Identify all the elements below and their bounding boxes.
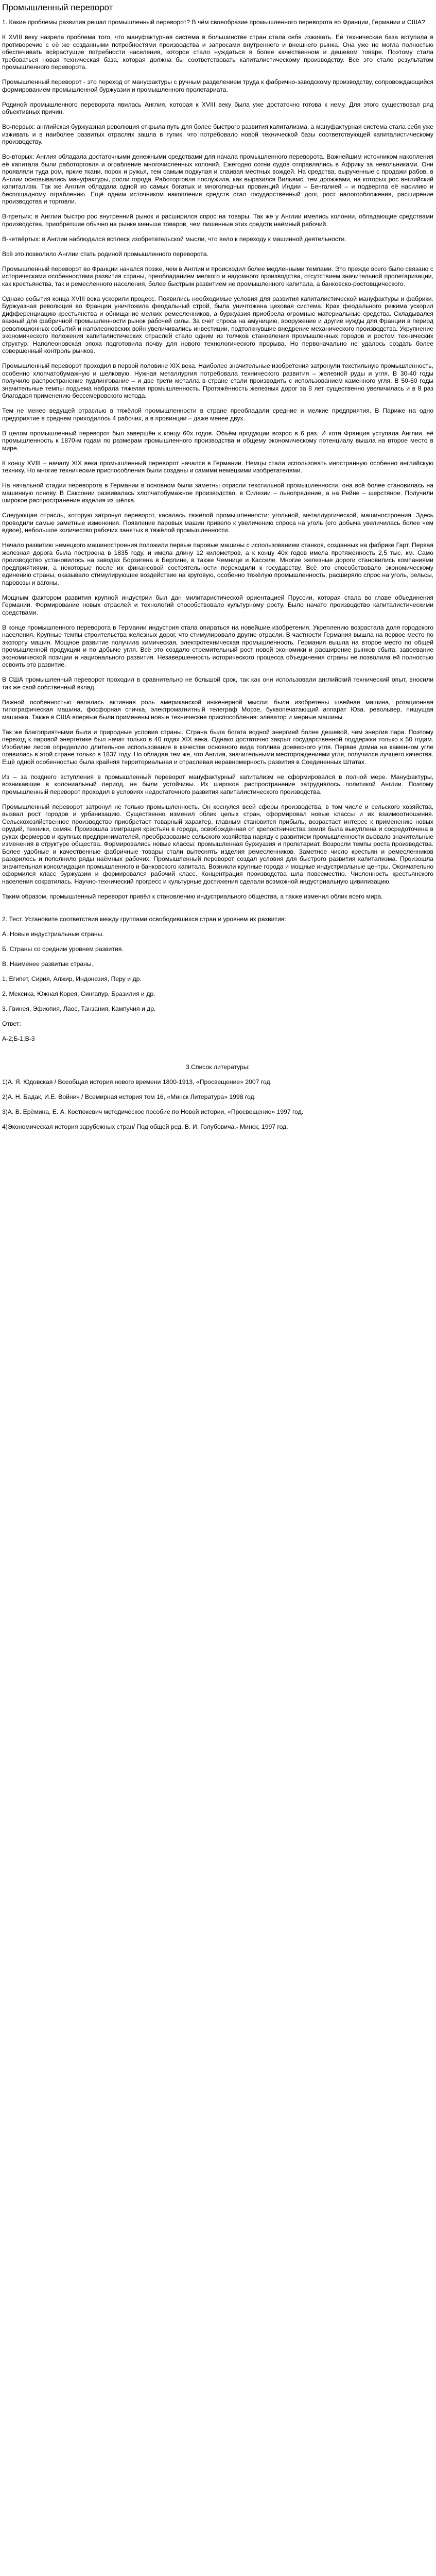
test-task <box>2 916 433 1043</box>
task-option: В. Наименее развитые страны. <box>2 960 94 968</box>
body-paragraph: Так же благоприятными были и природные условия страны. Страна была богата водной энергией более дешевой, чем энергия пара. Поэтому переход к паровой энергетике был начат только в 40 годах XIX века. Однако достаточно закрыт государственной поддержки только к 50 годам. Изобилие лесов определило длительное использование в качестве основного вида топлива древесного угля. Первая домна на каменном угле появилась в этой стране только в 1837 году. Но обладая тем же, что Англия, значительными месторождениями угля, получился лучшего качества. Ещё одной особенностью была крайняя территориальная и отраслевая неравномерность развития в Соединенных Штатах. <box>2 728 433 766</box>
body-paragraph: Тем не менее ведущей отраслью в тяжёлой промышленности в стране преобладали средние и мелкие предприятия. В Париже на одно предприятие в среднем приходилось 4 рабочих, а в провинции – даже менее двух. <box>2 407 433 422</box>
body-paragraph: В-третьих: в Англии быстро рос внутренний рынок и расширился спрос на товары. Так же у Англии имелись колонии, обладающие средствами производства, приобретшие обычно на рынке меньше товаров, чем лишенные этих средств наёмный рабочий. <box>2 213 433 228</box>
body-paragraph: В-четвёртых: в Англии наблюдался всплеск изобретательской мысли, что вело к переходу к машинной деятельности. <box>2 235 346 243</box>
body-paragraph: Начало развитию немецкого машиностроения положили первые паровые машины с использованием станков, созданных на фабрике Гарт. Первая железная дорога была построена в 1835 году, и имела длину 12 километров, а к концу 40х годов имела протяженность 2,5 тыс. км. Само производство установилось на заводах Борзигена в Берлине, в также Чемнице и Касселе. Многие железные дороги становились компаниями предприятиями, а некоторые после их финансовой состоятельности переходили к государству. Всё это способствовало экономическому единению страны, оказывало стимулирующее воздействие на круговую, особенно тяжёлую промышленность, расширяло спрос на уголь, рельсы, паровозы и вагоны. <box>2 541 433 586</box>
task-option: Б. Страны со средним уровнем развития. <box>2 945 124 953</box>
body-paragraph: На начальной стадии переворота в Германии в основном были заметны отрасли текстильной промышленности, она всё более становилась на машинную основу. В Саксонии развивалась хлопчатобумажное производство, в Силезии – льнопрядение, а на Рейне – шерстяное. Получили широкое распространение изделия из шёлка. <box>2 482 433 504</box>
body-paragraph: Промышленный переворот проходил в первой половине XIX века. Наиболее значительные изобретения затронули текстильную промышленность, особенно хлопчатобумажную и шелковую. Нужная металлургия потребовала технического развития – железной руды и угля. В 30-40 годы получило распространение пудлингование – и две трети металла в стране стали производить с использованием каменного угля. В 50-60 годы значительные темпы подъема набрала тяжелая промышленность. Протяжённость железных дорог за 8 лет существенно увеличилась и в 8 раз благодаря применению бессемеровского метода. <box>2 362 433 399</box>
document-title: Промышленный переворот <box>2 3 113 12</box>
body-paragraph: К концу XVIII – началу XIX века промышленный переворот начался в Германии. Немцы стали использовать иностранную особенно английскую технику. Но многие технические приспособления были созданы и самими немецкими изобретателями. <box>2 459 433 474</box>
body-paragraph: 1. Какие проблемы развития решал промышленный переворот? В чём своеобразие промышленного переворота во Франции, Германии и США? <box>2 19 425 26</box>
document-body <box>2 19 433 900</box>
body-paragraph: Следующая отрасль, которую затронул переворот, касалась тяжёлой промышленности: угольной, металлургической, машиностроения. Здесь проводили самые заметные изменения. Появление паровых машин привело к увеличению спроса на уголь (его добыча увеличилась более чем вдвое), небольшое количество рабочих занятых в тяжёлой промышленности. <box>2 512 433 534</box>
document-page <box>2 0 433 1138</box>
reference-item: 1)А. Я. Юдовская / Всеобщая история нового времени 1800-1913, «Просвещение» 2007 год. <box>2 1078 272 1086</box>
body-paragraph: Однако события конца XVIII века ускорили процесс. Появились необходимые условия для развития капиталистической мануфактуры и фабрики. Буржуазная революция во Франции уничтожила феодальный строй, была уничтожена цеховая система. Крах феодального режима ускорил дифференциацию крестьянства и обнищание мелких ремесленников, а буржуазия приобрела огромные материальные средства. Складывался важный для фабричной промышленности рынок рабочей силы. За счет спроса на амуницию, вооружение и другие нужды для Франции в период революционных событий и наполеоновских войн увеличивались инвестиции, подтолкнувшие внедрение механического производства. Укрупнение экономического положения капиталистических отраслей стало одним из толчков становления промышленных городов и ростом технических структур. Наполеоновская эпоха подготовила почву для нового технологического прорыва. Но первоначально не удалось создать более совершенный контроль рынков. <box>2 295 433 354</box>
body-paragraph: Из – за позднего вступления в промышленный переворот мануфактурный капитализм не сформировался в полной мере. Мануфактуры, возникавшие в колониальный период, не были устойчивы. Их широкое распространение затруднялось политикой Англии. Поэтому промышленный переворот проходил в условиях недостаточного развития капиталистического производства. <box>2 773 433 795</box>
reference-item: 2)А. Н. Бадак, И.Е. Войнич / Всемирная история том 16, «Минск Литература» 1998 год. <box>2 1093 256 1100</box>
task-option: 2. Мексика, Южная Корея, Сингапур, Бразилия и др. <box>2 990 155 997</box>
task-option: 1. Египет, Сирия, Алжир, Индонезия, Перу и др. <box>2 975 142 982</box>
body-paragraph: Во-вторых: Англия обладала достаточными денежными средствами для начала промышленного переворота. Важнейшим источником накопления её капитала были работорговля и ограбление многочисленных колоний. Ежегодно сотни судов отправлялись в Африку за невольниками. Они проявляли туда ром, яркие ткани, порох и ружья, тем самым подкупая и спаивая местных вождей. На средства, вырученные с продажи рабов, в Англии основывались мануфактуры, росли города. Работорговля послужила, как выразился Вильямс, тем дрожжами, на которых рос английский капитализм. Так же Англия обладала одной из самых богатых и многолюдных провинций Индии – Бенгалией – и подвергла её насилию и беспощадному ограблению. Ещё одним источником накопления средств стал государственный долг, рост налогообложения, расширение производства и торговли. <box>2 153 433 205</box>
answer-label: Ответ: <box>2 1020 21 1027</box>
body-paragraph: Промышленный переворот затронул не только промышленность. Он коснулся всей сферы производства, в том числе и сельского хозяйства, вызвал рост городов и урбанизацию. Существенно изменил облик целых стран, сформировал новые классы и их взаимоотношения. Сельскохозяйственное производство приобретает товарный характер, главным становится прибыль, возрастает интерес к применению новых орудий, техники, семян. Произошла эмиграция крестьян в города, освобождённая от крепостничества земля была выкуплена и сосредоточена в руках фермеров и крупных предпринимателей, преобразование сельского хозяйства наряду с развитием промышленности вызвало значительные изменения в структуре общества. Формировались новые классы: промышленная буржуазия и пролетариат. Возросли темпы роста производства. Более удобные и качественные фабричные товары стали вытеснять изделия ремесленников. Заметное число крестьян и ремесленников разорилось и пополнило ряды наёмных рабочих. Промышленный переворот создал условия для быстрого развития капитализма. Произошла значительная консолидация промышленного и банковского капитала. Возникли крупные города и мощные индустриальные центры. Окончательно оформился класс буржуазии и формировался рабочий класс. Концентрация производства шла повсеместно. Численность крестьянского населения сократилась. Научно-технический прогресс и культурные достижения сделали возможной индустриальную цивилизацию. <box>2 803 433 885</box>
body-paragraph: В целом промышленный переворот был завершён к концу 60х годов. Объём продукции возрос в 6 раз. И хотя Франция уступала Англии, её промышленность к 1870-м годам по размерам промышленного производства и общему экономическому потенциалу вышла на второе место в мире. <box>2 429 433 452</box>
body-paragraph: Мощным фактором развития крупной индустрии был дан милитаристической ориентацией Пруссии, которая стала во главе объединения Германии. Формирование новых отраслей и технологий способствовало культурному росту. Было начато производство капиталистическими средствами. <box>2 594 433 616</box>
body-paragraph: Важной особенностью являлась активная роль американской инженерной мысли: были изобретены швейная машина, ротационная типографическая машина, фосфорная спичка, электромагнитный телеграф Морзе, буквопечатающий аппарат Юза, револьвер, пишущая машинка. Также в США впервые были применены новые технические приспособления: элеватор и мерные машины. <box>2 698 433 721</box>
references-heading: 3.Список литературы: <box>185 1063 250 1071</box>
body-paragraph: Промышленный переворот во Франции начался позже, чем в Англии и происходил более медленными темпами. Это прежде всего было связано с историческими особенностями развития страны, преобладанием мелкого и надомного производства, отсутствием значительной пролетаризации, как крестьянства, так и ремесленного населения, более быстрым развитием не промышленного капитала, а банковско-ростовщического. <box>2 265 433 287</box>
body-paragraph: В конце промышленного переворота в Германии индустрия стала опираться на новейшие изобретения. Укреплению возрастала доля городского населения. Крупные темпы строительства железных дорог, что стимулировало другие отрасли. В частности Германия вышла на первое место по экспорту машин. Мощное развитие получила химическая, электротехническая промышленность. Германия вышла на второе место по общей промышленной продукции и по добыче угля. Всё это создало стремительный рост новой экономики и расширение рынков сбыта, завоевание экономической позиции и национального развития. Незавершенность исторического процесса объединения страны не позволила ей полностью освоить это развитие. <box>2 623 433 668</box>
reference-item: 3)А. В. Ерёмина, Е. А. Костюкевич методическое пособие по Новой истории, «Просвещение» 1997 год. <box>2 1108 304 1115</box>
body-paragraph: Всё это позволило Англии стать родиной промышленного переворота. <box>2 250 208 258</box>
task-option: 3. Гвинея, Эфиопия, Лаос, Танзания, Кампучия и др. <box>2 1005 156 1012</box>
body-paragraph: К XVIII веку назрела проблема того, что мануфактурная система в большинстве стран стала себя изживать. Её техническая база вступила в противоречие с её же созданными потребностями производства и запросами внутреннего и внешнего рынка. Она уже не могла полностью обеспечивать всёрастущие потребности населения, которое стало нуждаться в более качественном и дешевом товаре. Поэтому стала требоваться новая техническая база, которая должна бы соответствовать капиталистическому производству. Всё это стало результатом промышленного переворота. <box>2 33 433 71</box>
references-list <box>2 1078 433 1131</box>
body-paragraph: Таким образом, промышленный переворот привёл к становлению индустриального общества, а также изменил облик всего мира. <box>2 892 383 900</box>
answer-value: А-2;Б-1;В-3 <box>2 1035 35 1042</box>
body-paragraph: В США промышленный переворот проходил в сравнительно не большой срок, так как они использовали английский технический опыт, вносили так же свой собственный вклад. <box>2 676 433 691</box>
task-option: А. Новые индустриальные страны. <box>2 930 104 938</box>
reference-item: 4)Экономическая история зарубежных стран/ Под общей ред. В. И. Голубовича.- Минск, 1997 год. <box>2 1123 288 1130</box>
body-paragraph: Промышленный переворот - это переход от мануфактуры с ручным разделением труда к фабрично-заводскому производству, сопровождающийся формированием промышленной буржуазии и промышленного пролетариата. <box>2 78 433 93</box>
body-paragraph: Родиной промышленного переворота явилась Англия, которая к XVIII веку была уже достаточно готова к нему. Для этого существовал ряд объективных причин. <box>2 100 433 115</box>
task-heading: 2. Тест. Установите соответствия между группами освободившихся стран и уровнем их развития: <box>2 916 286 923</box>
body-paragraph: Во-первых: английская буржуазная революция открыла путь для более быстрого развития капитализма, а мануфактурная система стала себя уже изживать и в наиболее развитых отраслях зашла в тупик, что потребовало новой технической базы соответствующей капиталистическому производству. <box>2 123 433 145</box>
